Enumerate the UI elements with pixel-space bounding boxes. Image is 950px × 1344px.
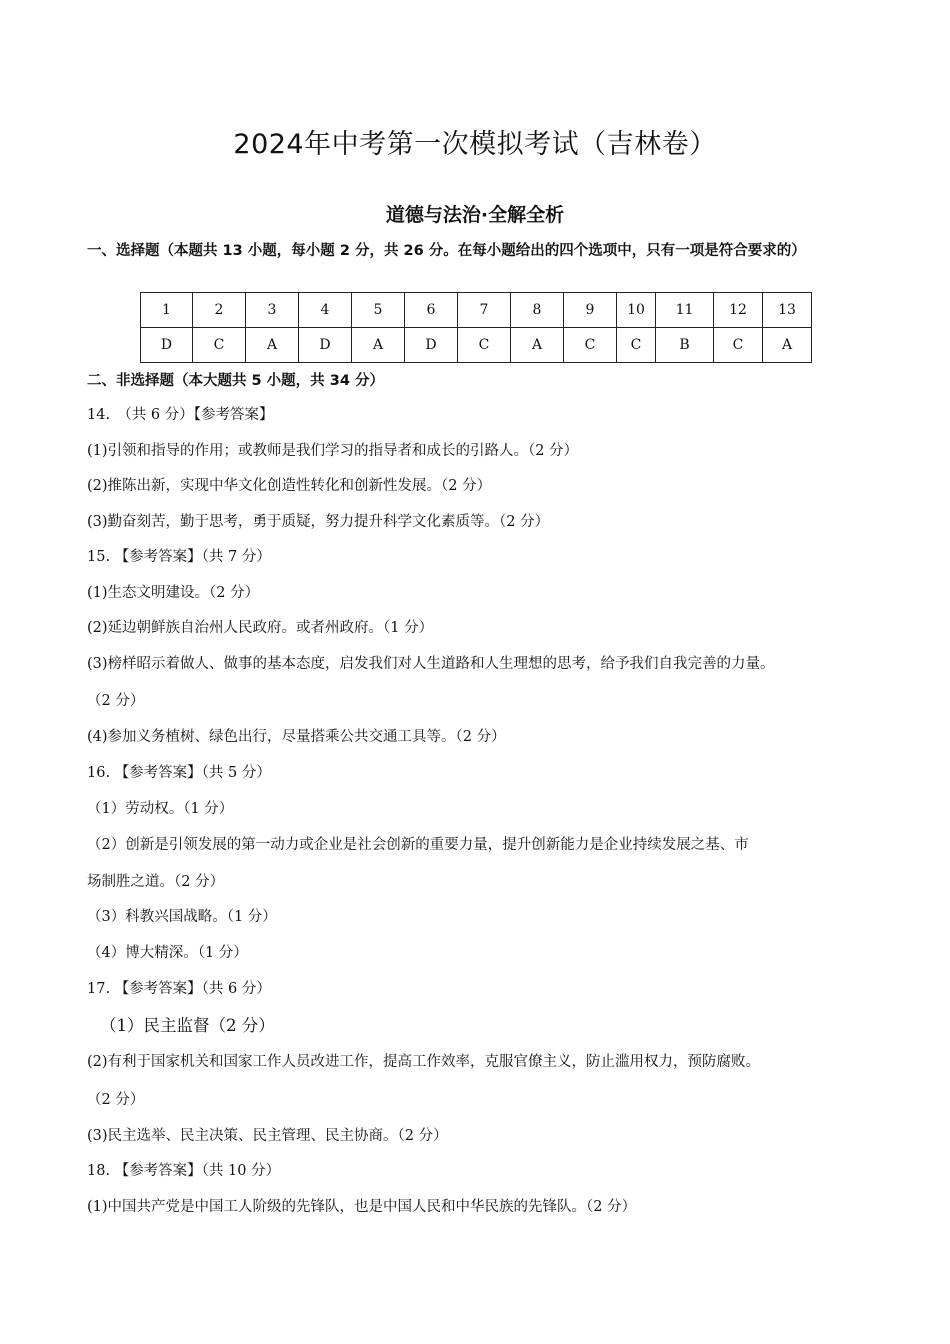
answer-line: （4）博大精深。（1 分） xyxy=(87,945,248,961)
question-number-cell: 4 xyxy=(299,293,352,328)
answer-line: 15. 【参考答案】（共 7 分） xyxy=(87,549,271,565)
answer-cell: D xyxy=(405,328,458,363)
answer-line: （1）劳动权。（1 分） xyxy=(87,801,234,817)
answer-cell: D xyxy=(299,328,352,363)
question-number-cell: 9 xyxy=(564,293,617,328)
question-number-cell: 1 xyxy=(141,293,193,328)
page-subtitle: 道德与法治·全解全析 xyxy=(385,204,565,226)
answer-line: (1)引领和指导的作用；或教师是我们学习的指导者和成长的引路人。（2 分） xyxy=(87,443,579,459)
answer-cell: C xyxy=(714,328,763,363)
answer-line: （2 分） xyxy=(87,693,145,709)
answer-cell: A xyxy=(763,328,812,363)
answer-table xyxy=(140,292,812,363)
answer-cell: C xyxy=(193,328,246,363)
answer-cell: A xyxy=(246,328,299,363)
answer-line: (1)中国共产党是中国工人阶级的先锋队，也是中国人民和中华民族的先锋队。（2 分） xyxy=(87,1199,637,1215)
answer-line: 17. 【参考答案】（共 6 分） xyxy=(87,981,271,997)
answer-line: (2)推陈出新，实现中华文化创造性转化和创新性发展。（2 分） xyxy=(87,478,492,494)
question-number-cell: 7 xyxy=(458,293,511,328)
question-number-cell: 6 xyxy=(405,293,458,328)
section2-heading: 二、非选择题（本大题共 5 小题，共 34 分） xyxy=(87,373,384,389)
answer-cell: D xyxy=(141,328,193,363)
answer-line: 场制胜之道。（2 分） xyxy=(87,874,225,890)
question-number-cell: 2 xyxy=(193,293,246,328)
question-number-cell: 5 xyxy=(352,293,405,328)
answer-line: (3)勤奋刻苦，勤于思考，勇于质疑，努力提升科学文化素质等。（2 分） xyxy=(87,514,550,530)
answer-line: （2）创新是引领发展的第一动力或企业是社会创新的重要力量，提升创新能力是企业持续发展之基、市 xyxy=(87,837,749,853)
answer-table-number-row xyxy=(141,293,812,328)
answer-cell: C xyxy=(564,328,617,363)
page-title: 2024年中考第一次模拟考试（吉林卷） xyxy=(233,129,717,160)
answer-line: (1)生态文明建设。（2 分） xyxy=(87,585,260,601)
answer-table-answer-row xyxy=(141,328,812,363)
answer-line: (3)榜样昭示着做人、做事的基本态度，启发我们对人生道路和人生理想的思考，给予我们自我完善的力量。 xyxy=(87,656,775,672)
question-number-cell: 11 xyxy=(656,293,714,328)
answer-line: （3）科教兴国战略。（1 分） xyxy=(87,909,277,925)
question-number-cell: 3 xyxy=(246,293,299,328)
answer-cell: A xyxy=(352,328,405,363)
answer-cell: C xyxy=(617,328,656,363)
answer-cell: C xyxy=(458,328,511,363)
answer-cell: B xyxy=(656,328,714,363)
answer-line: (2)有利于国家机关和国家工作人员改进工作，提高工作效率，克服官僚主义，防止滥用权力，预防腐败。 xyxy=(87,1054,761,1070)
question-number-cell: 12 xyxy=(714,293,763,328)
question-number-cell: 8 xyxy=(511,293,564,328)
answer-line: 18. 【参考答案】（共 10 分） xyxy=(87,1163,281,1179)
question-number-cell: 10 xyxy=(617,293,656,328)
section1-heading: 一、选择题（本题共 13 小题，每小题 2 分，共 26 分。在每小题给出的四个选项中，只有一项是符合要求的） xyxy=(87,243,806,259)
answer-line: （2 分） xyxy=(87,1092,145,1108)
question-number-cell: 13 xyxy=(763,293,812,328)
answer-line: （1）民主监督（2 分） xyxy=(100,1016,275,1035)
answer-cell: A xyxy=(511,328,564,363)
answer-line: (3)民主选举、民主决策、民主管理、民主协商。（2 分） xyxy=(87,1128,448,1144)
answer-line: (2)延边朝鲜族自治州人民政府。或者州政府。（1 分） xyxy=(87,620,434,636)
answer-line: (4)参加义务植树、绿色出行，尽量搭乘公共交通工具等。（2 分） xyxy=(87,729,506,745)
answer-line: 16. 【参考答案】（共 5 分） xyxy=(87,765,271,781)
answer-line: 14. （共 6 分）【参考答案】 xyxy=(87,407,274,423)
